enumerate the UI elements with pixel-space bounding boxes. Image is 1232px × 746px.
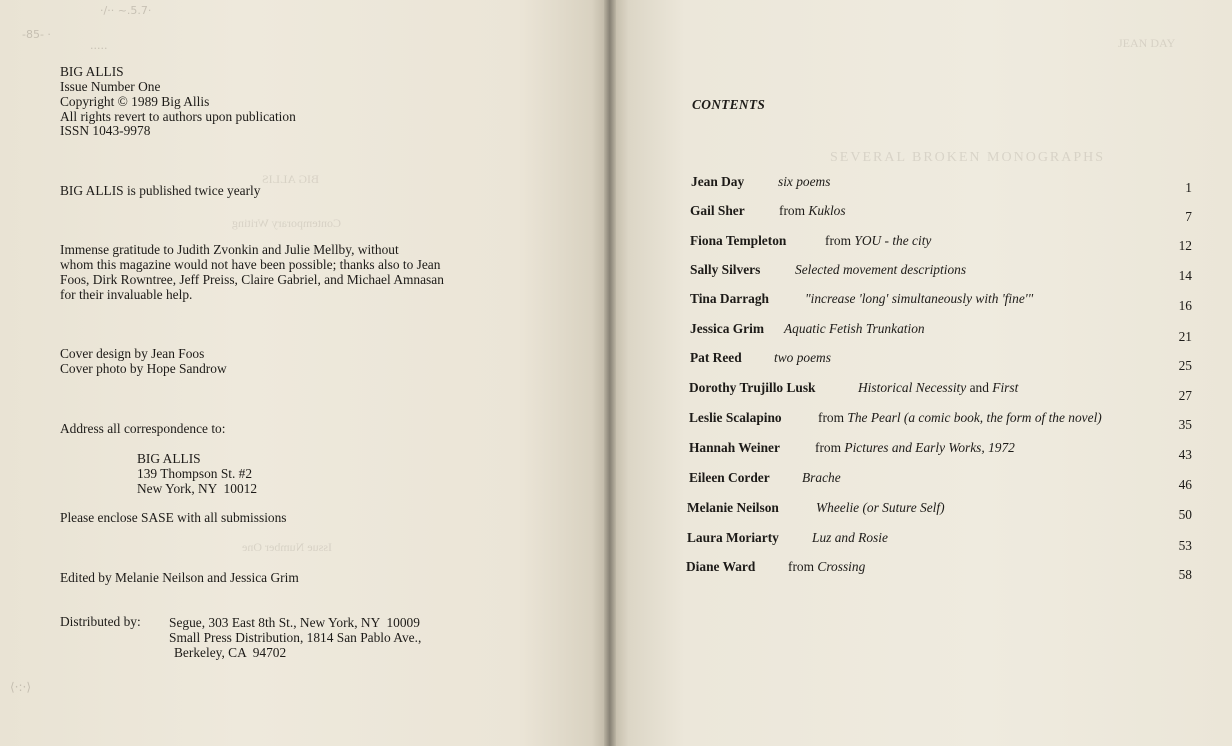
- toc-work-title: Historical Necessity and First: [858, 380, 1019, 395]
- thanks-line: Foos, Dirk Rowntree, Jeff Preiss, Claire Gabriel, and Michael Amnasan: [60, 272, 444, 287]
- masthead-line: ISSN 1043-9978: [60, 123, 151, 138]
- toc-author: Sally Silvers: [690, 262, 761, 277]
- toc-page-number: 53: [1178, 538, 1192, 553]
- toc-entry[interactable]: [0, 321, 1232, 344]
- toc-entry[interactable]: [0, 262, 1232, 283]
- toc-author: Gail Sher: [690, 203, 745, 218]
- toc-page-number: 35: [1178, 417, 1192, 432]
- toc-page-number: 21: [1178, 329, 1192, 344]
- toc-work-title: from Pictures and Early Works, 1972: [815, 440, 1015, 455]
- distribution-line: Small Press Distribution, 1814 San Pablo Ave.,: [169, 630, 422, 645]
- toc-work-title: Aquatic Fetish Trunkation: [784, 321, 925, 336]
- masthead-line: All rights revert to authors upon publication: [60, 109, 296, 124]
- toc-page-number: 12: [1178, 238, 1192, 253]
- toc-author: Laura Moriarty: [687, 530, 779, 545]
- toc-page-number: 43: [1178, 447, 1192, 462]
- toc-author: Jessica Grim: [690, 321, 765, 336]
- toc-page-number: 27: [1178, 388, 1192, 403]
- toc-page-number: 58: [1178, 567, 1192, 582]
- frequency-note: BIG ALLIS is published twice yearly: [60, 183, 261, 198]
- address-label: Address all correspondence to:: [60, 421, 226, 436]
- pencil-marks: ·/·· ~.5.7·: [100, 4, 152, 17]
- submissions-note: Please enclose SASE with all submissions: [60, 510, 287, 525]
- toc-work-title: from The Pearl (a comic book, the form of the novel): [818, 410, 1102, 425]
- toc-page-number: 7: [1185, 209, 1192, 224]
- bleed-through-text: SEVERAL BROKEN MONOGRAPHS: [830, 150, 1106, 165]
- address-line: 139 Thompson St. #2: [137, 466, 253, 481]
- bleed-through-text: Issue Number One: [242, 540, 332, 554]
- toc-entry[interactable]: [0, 174, 1232, 195]
- masthead-line: Copyright © 1989 Big Allis: [60, 94, 210, 109]
- toc-page-number: 50: [1178, 507, 1192, 522]
- toc-author: Dorothy Trujillo Lusk: [689, 380, 816, 395]
- toc-page-number: 25: [1178, 358, 1192, 373]
- bleed-through-text: JEAN DAY: [1118, 36, 1176, 50]
- toc-work-title: from Crossing: [788, 559, 866, 574]
- toc-author: Hannah Weiner: [689, 440, 780, 455]
- toc-author: Diane Ward: [686, 559, 756, 574]
- masthead-line: BIG ALLIS: [60, 64, 124, 79]
- toc-page-number: 1: [1185, 180, 1192, 195]
- contents-title: CONTENTS: [692, 97, 766, 112]
- toc-work-title: from YOU - the city: [825, 233, 932, 248]
- toc-page-number: 16: [1178, 298, 1192, 313]
- toc-entry[interactable]: [0, 500, 1232, 522]
- cover-credit: Cover photo by Hope Sandrow: [60, 361, 227, 376]
- toc-entry[interactable]: [0, 291, 1232, 313]
- toc-author: Melanie Neilson: [687, 500, 779, 515]
- editors-note: Edited by Melanie Neilson and Jessica Grim: [60, 570, 299, 585]
- toc-author: Leslie Scalapino: [689, 410, 782, 425]
- pencil-marks: -85- ·: [22, 28, 51, 41]
- toc-work-title: two poems: [774, 350, 831, 365]
- toc-work-title: Selected movement descriptions: [795, 262, 967, 277]
- distribution-line: Segue, 303 East 8th St., New York, NY 10009: [169, 615, 420, 630]
- toc-entry[interactable]: [0, 380, 1232, 403]
- toc-author: Pat Reed: [690, 350, 742, 365]
- colophon-page: [0, 0, 610, 746]
- thanks-line: Immense gratitude to Judith Zvonkin and Julie Mellby, without: [60, 242, 399, 257]
- address-line: New York, NY 10012: [137, 481, 258, 496]
- address-line: BIG ALLIS: [137, 451, 201, 466]
- toc-author: Tina Darragh: [690, 291, 769, 306]
- toc-entry[interactable]: [0, 530, 1232, 553]
- thanks-line: for their invaluable help.: [60, 287, 193, 302]
- distribution-label: Distributed by:: [60, 614, 141, 629]
- toc-page-number: 14: [1178, 268, 1192, 283]
- pencil-marks: ·····: [90, 42, 108, 55]
- masthead-line: Issue Number One: [60, 79, 161, 94]
- toc-work-title: Luz and Rosie: [812, 530, 888, 545]
- bleed-through-text: Contemporary Writing: [232, 216, 341, 230]
- toc-work-title: Brache: [802, 470, 841, 485]
- toc-work-title: Wheelie (or Suture Self): [816, 500, 945, 515]
- pencil-marks: ⟨·:·⟩: [10, 680, 32, 694]
- book-gutter: [604, 0, 616, 746]
- bleed-through-text: BIG ALLIS: [262, 172, 319, 186]
- toc-author: Eileen Corder: [689, 470, 770, 485]
- toc-work-title: "increase 'long' simultaneously with 'fine'": [805, 291, 1034, 306]
- distribution-line: Berkeley, CA 94702: [174, 645, 287, 660]
- toc-author: Fiona Templeton: [690, 233, 787, 248]
- toc-author: Jean Day: [691, 174, 745, 189]
- cover-credit: Cover design by Jean Foos: [60, 346, 205, 361]
- toc-work-title: from Kuklos: [779, 203, 846, 218]
- toc-work-title: six poems: [778, 174, 831, 189]
- thanks-line: whom this magazine would not have been possible; thanks also to Jean: [60, 257, 441, 272]
- toc-page-number: 46: [1178, 477, 1192, 492]
- toc-entry[interactable]: [0, 233, 1232, 251]
